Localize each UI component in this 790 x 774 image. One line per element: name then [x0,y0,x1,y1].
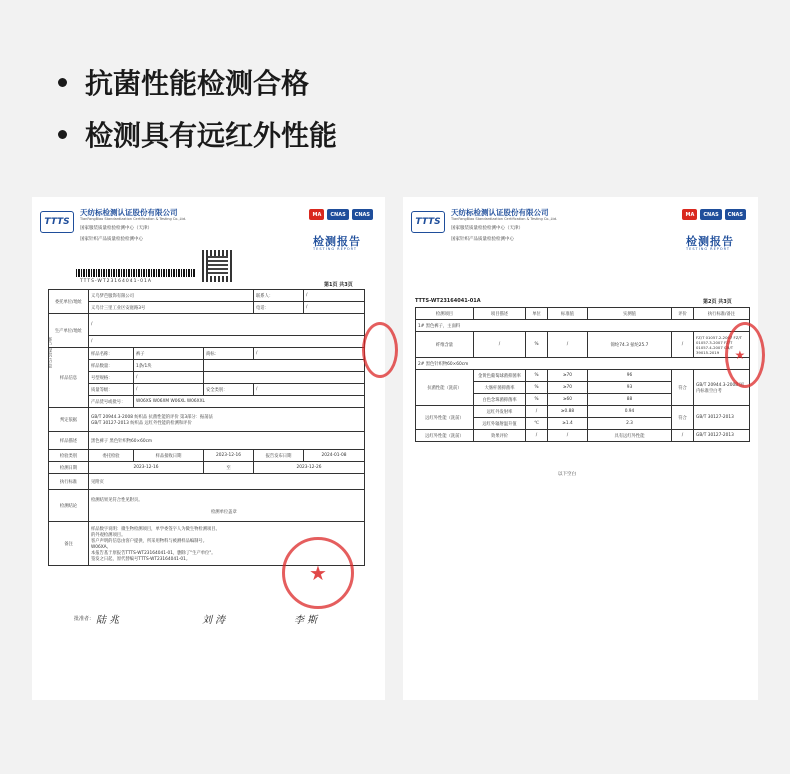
test-type-label: 检验类别 [49,450,89,462]
page-number: 第1页 共3页 [324,282,353,288]
far-eval-eval: / [672,430,694,442]
report-title: 检测报告 [313,235,361,248]
report-title-en: TESTING REPORT [685,247,730,251]
official-seal-icon [282,537,354,609]
cma-logo: MA [682,209,697,220]
test-date-to: 2023-12-26 [254,462,365,474]
antibac-measured: 96 [588,370,672,382]
org-name: 天纺标检测认证股份有限公司 [80,208,178,217]
remarks-line: 本报告基于原报告TTTS-WT23164041-01，删除了"生产单位"。 [91,550,216,556]
test-date-to-label: 至 [204,462,254,474]
grade-value: / [134,384,204,396]
feature-bullets [58,56,337,160]
phone-label: 电话： [254,302,304,314]
qr-code-icon [202,250,234,282]
col-header: 标准值 [548,308,588,320]
ttts-logo: TTTS [40,211,74,233]
col-header: 实测值 [588,308,672,320]
org-name-en: TianFangBiao Standardization Certification & Testing Co.,Ltd. [80,217,187,221]
sample-desc-value: 黑色裤子 黑色针织物60×60cm [89,432,365,450]
judgment-value [89,408,365,432]
seal-star-icon: ★ [734,348,746,362]
antibac-measured: 93 [588,382,672,394]
antibac-item: 抗菌性能（洗前） [416,370,474,406]
model-value: / [134,372,204,384]
bullet-text: 检测具有远红外性能 [85,119,338,152]
section-1-label: 1# 黑色裤子，主面料 [416,320,750,332]
col-header: 项目描述 [474,308,526,320]
conclusion-value: 检测结果见符合性见附页。 [91,497,143,503]
cert-logos [682,209,746,220]
cnas-logo: CNAS [327,209,348,220]
reviewer-signature: 刘 涛 [202,615,226,626]
antibac-unit: % [526,394,548,406]
sample-name-label: 样品名称： [89,348,134,360]
judgment-line: GB/T 30127-2013 纺织品 远红外性能的检测和评价 [91,420,192,426]
remarks-line: 样品数字说明：微生物检测项目，单学委签字人为微生物检测项目。 [91,526,220,532]
conclusion-cell [89,490,365,522]
quantity-label: 样品数量： [89,360,134,372]
fiber-measured: 锦纶74.3 氨纶25.7 [588,332,672,358]
far-item: 远红外性能（洗前） [416,406,474,430]
cma-logo: MA [309,209,324,220]
judgment-line: GB/T 20944.3-2008 纺织品 抗菌性能的评价 第3部分：振荡法 [91,414,213,420]
safety-label: 安全类别： [204,384,254,396]
far-standard: ≥1.4 [548,418,588,430]
remarks-line: 的外观检测项目。 [91,532,126,538]
remarks-line: W06XA。 [91,544,111,550]
client-label: 委托单位/地址 [49,290,89,314]
side-label: 客户提供信息 [47,337,52,369]
bullet-dot [58,78,67,87]
producer-value: / [89,314,365,336]
section-2-label: 2# 黑色针织物60×60cm [416,358,750,370]
approver-signature: 陆 兆 [96,615,120,626]
antibac-measured: 88 [588,394,672,406]
cnas-logo: CNAS [725,209,746,220]
far-measured: 0.94 [588,406,672,418]
receive-date-label: 样品接收日期 [134,450,204,462]
far-unit: ℃ [526,418,548,430]
phone-value: / [304,302,365,314]
report-header [411,205,750,257]
org-name: 天纺标检测认证股份有限公司 [451,208,549,217]
barcode-text: TTTS-WT23164041-01A [80,279,152,284]
page-number: 第2页 共3页 [703,299,732,305]
far-eval-desc: 效果评价 [474,430,526,442]
antibac-desc: 白色念珠菌抑菌率 [474,394,526,406]
seal-partial-icon [362,322,398,378]
antibac-eval: 符合 [672,370,694,406]
conclusion-label: 检测结论 [49,490,89,522]
contact-value: / [304,290,365,302]
grade-label: 质量等级： [89,384,134,396]
quantity-extra [204,360,365,372]
safety-value: / [254,384,365,396]
fiber-standard: / [548,332,588,358]
test-date-label: 检测日期 [49,462,89,474]
test-date-from: 2023-12-16 [89,462,204,474]
fiber-desc: / [474,332,526,358]
issue-date-label: 报告发布日期 [254,450,304,462]
bullet-text: 抗菌性能检测合格 [85,67,310,100]
remarks-line: 客户声明的信息由客户提供，所采用物料与被测样品编制号。 [91,538,208,544]
test-results-table [415,307,750,442]
far-unit: / [526,406,548,418]
antibac-desc: 大肠杆菌抑菌率 [474,382,526,394]
far-eval: 符合 [672,406,694,430]
center-line-1: 国家服装质量检验检测中心（天津） [80,226,152,231]
bullet-far-infrared [58,108,337,160]
end-marker: 以下空白 [558,472,576,477]
sample-info-label: 样品信息 [49,348,89,408]
antibac-standard: ≥70 [548,370,588,382]
standard-label: 执行标准 [49,474,89,490]
test-type-value: 委托检验 [89,450,134,462]
item-no-value: W06XS W06XM W06XL W06XXL [134,396,365,408]
official-seal-icon [725,322,765,388]
standard-value: 见附页 [89,474,365,490]
client-address: 义乌廿三里工业区安庭路3号 [89,302,254,314]
far-desc: 远红外发射率 [474,406,526,418]
brand-value: / [254,348,365,360]
ttts-logo: TTTS [411,211,445,233]
center-line-2: 国家针织产品质量检验检测中心 [80,237,143,242]
far-desc: 远红外辐射温升值 [474,418,526,430]
cnas-logo: CNAS [700,209,721,220]
client-value: 义乌梦芭服饰有限公司 [89,290,254,302]
cnas-logo: CNAS [352,209,373,220]
quantity-value: 1条/1块 [134,360,204,372]
remarks-label: 备注 [49,522,89,566]
fiber-item: 纤维含量 [416,332,474,358]
cert-logos [309,209,373,220]
contact-label: 联系人： [254,290,304,302]
seal-star-icon: ★ [309,561,327,585]
far-eval-standard: / [548,430,588,442]
sample-desc-label: 样品描述 [49,432,89,450]
antibac-unit: % [526,382,548,394]
far-eval-std: GB/T 30127-2013 [694,430,750,442]
brand-label: 商标： [204,348,254,360]
report-number: TTTS-WT23164041-01A [415,298,481,304]
col-header: 检测项目 [416,308,474,320]
bullet-antibacterial [58,56,337,108]
col-header: 单位 [526,308,548,320]
report-title-en: TESTING REPORT [312,247,357,251]
antibac-std: GB/T 20944.3-2008 国内标准空白考 [694,370,750,406]
bullet-dot [58,130,67,139]
fiber-eval: / [672,332,694,358]
col-header: 评价 [672,308,694,320]
center-line-2: 国家针织产品质量检验检测中心 [451,237,514,242]
producer-address: / [89,336,365,348]
antibac-unit: % [526,370,548,382]
report-title: 检测报告 [686,235,734,248]
test-report-page-2 [403,197,758,700]
antibac-standard: ≥60 [548,394,588,406]
far-eval-item: 远红外性能（洗前） [416,430,474,442]
center-line-1: 国家服装质量检验检测中心（天津） [451,226,523,231]
judgment-label: 判定依据 [49,408,89,432]
model-extra [204,372,365,384]
remarks-line: 签发之日起，原代替编号TTTS-WT23164041-01。 [91,556,191,562]
far-eval-measured: 具有远红外性能 [588,430,672,442]
far-eval-unit: / [526,430,548,442]
antibac-desc: 金黄色葡萄球菌抑菌率 [474,370,526,382]
far-std: GB/T 30127-2013 [694,406,750,430]
barcode-icon [76,269,196,277]
issue-date-value: 2024-01-08 [304,450,365,462]
approver-label: 批准者： [74,616,95,622]
report-info-table [48,289,365,566]
model-label: 号型规格： [89,372,134,384]
tester-signature: 李 斯 [294,615,318,626]
fiber-std: FZ/T 01057.2-2007 FZ/T 01057.3-2007 FZ/T 01057.4-2007 GB/T 39015-2019 [694,332,750,358]
org-name-en: TianFangBiao Standardization Certification & Testing Co.,Ltd. [451,217,558,221]
antibac-standard: ≥70 [548,382,588,394]
sample-name-value: 裤子 [134,348,204,360]
fiber-unit: % [526,332,548,358]
item-no-label: 产品货号或批号： [89,396,134,408]
far-standard: ≥0.88 [548,406,588,418]
seal-label: 检测单位盖章 [211,509,237,515]
test-report-page-1 [32,197,385,700]
receive-date-value: 2023-12-16 [204,450,254,462]
producer-label: 生产单位/地址 [49,314,89,348]
col-header: 执行标准/备注 [694,308,750,320]
far-measured: 2.3 [588,418,672,430]
